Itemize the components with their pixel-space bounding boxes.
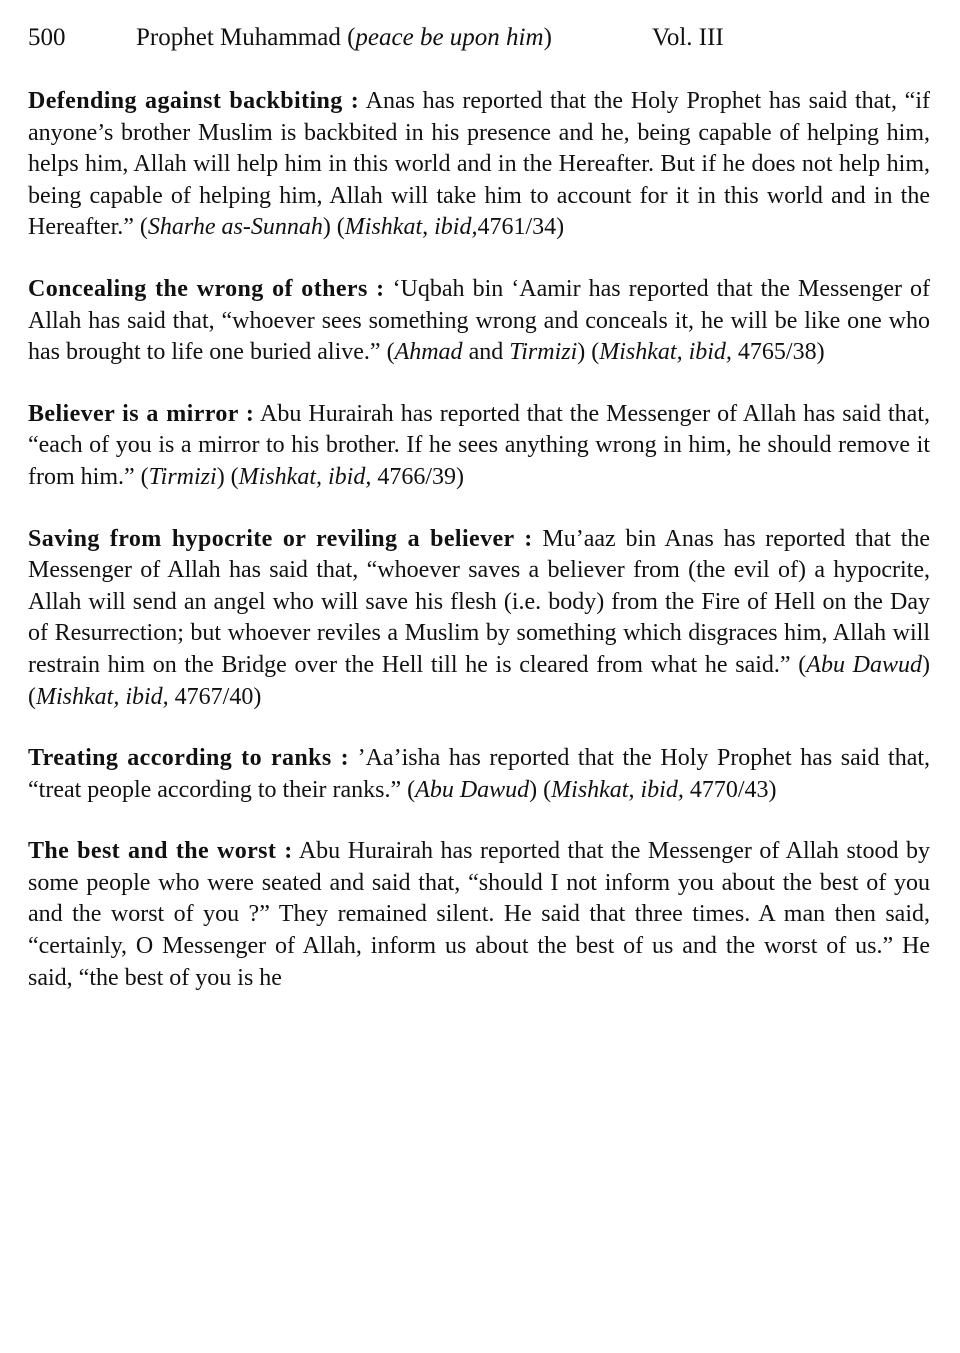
section-heading: Concealing the wrong of others : (28, 275, 385, 302)
volume-label: Vol. III (652, 24, 724, 51)
reference-book: Mishkat, ibid, (551, 776, 684, 803)
section-text: Mu’aaz bin Anas has reported that the Messenger of Allah has said that, “whoever saves a believer from (the evil of) a hypocrite, Allah will send an angel who will save his flesh (i.e. body) from the Fire of Hell on the Day of Resurrection; but whoever reviles a Muslim by something which disgraces him, Allah will restrain him on the Bridge over the Hell till he is cleared from what he said.” (28, 525, 931, 678)
reference-book: Mishkat, ibid, (599, 339, 732, 366)
running-head (28, 20, 928, 56)
book-subtitle: peace be upon him (355, 24, 544, 51)
hadith-source: Tirmizi (509, 339, 578, 366)
section-text: ’Aa’isha has reported that the Holy Prophet has said that, “treat people according to their ranks.” (28, 745, 931, 803)
page-number: 500 (28, 24, 66, 51)
section-defending-backbiting: Defending against backbiting : Anas has reported that the Holy Prophet has said that, “if anyone’s brother Muslim is backbited in his presence and he, being capable of helping him, helps him, Allah will help him in this world and in the Hereafter. But if he does not help him, being capable of helping him, Allah will take him to account for it in this world and in the Hereafter.” (Sharhe as-Sunnah) (Mishkat, ibid,4761/34) (28, 88, 930, 241)
section-saving-from-hypocrite: Saving from hypocrite or reviling a believer : Mu’aaz bin Anas has reported that the Messenger of Allah has said that, “whoever saves a believer from (the evil of) a hypocrite, Allah will send an angel who will save his flesh (i.e. body) from the Fire of Hell on the Day of Resurrection; but whoever reviles a Muslim by something which disgraces him, Allah will restrain him on the Bridge over the Hell till he is cleared from what he said.” (Abu Dawud) (Mishkat, ibid, 4767/40) (28, 525, 931, 710)
hadith-source: Tirmizi (148, 463, 217, 490)
book-title-line: Prophet Muhammad (peace be upon him) (136, 24, 552, 51)
source-joiner: and (468, 339, 504, 366)
section-heading: The best and the worst : (28, 838, 293, 865)
section-best-and-worst (28, 836, 930, 994)
reference-number: 4761/34 (477, 214, 557, 241)
section-text: Abu Hurairah has reported that the Messenger of Allah has said that, “each of you is a mirror to his brother. If he sees anything wrong in him, he should remove it from him.” (28, 400, 930, 490)
reference-book: Mishkat, ibid, (36, 683, 169, 710)
hadith-source: Abu Dawud (806, 651, 922, 678)
page-body (28, 86, 930, 1024)
section-heading: Saving from hypocrite or reviling a believer : (28, 525, 533, 552)
section-text: Anas has reported that the Holy Prophet has said that, “if anyone’s brother Muslim is backbited in his presence and he, being capable of helping him, helps him, Allah will help him in this world and in the Hereafter. But if he does not help him, being capable of helping him, Allah will take him to account for it in this world and in the Hereafter.” (28, 88, 930, 241)
section-text: Abu Hurairah has reported that the Messenger of Allah stood by some people who were seated and said that, “should I not inform you about the best of you and the worst of you ?” They remained silent. He said that three times. A man then said, “certainly, O Messenger of Allah, inform us about the best of us and the worst of us.” He said, “the best of you is he (28, 838, 931, 991)
reference-number: 4767/40 (174, 683, 254, 710)
hadith-source: Ahmad (394, 339, 463, 366)
section-believer-mirror: Believer is a mirror : Abu Hurairah has reported that the Messenger of Allah has said that, “each of you is a mirror to his brother. If he sees anything wrong in him, he should remove it from him.” (Tirmizi) (Mishkat, ibid, 4766/39) (28, 400, 930, 490)
reference-number: 4766/39 (377, 463, 456, 490)
hadith-source: Sharhe as-Sunnah (147, 214, 323, 241)
section-heading: Believer is a mirror : (28, 400, 255, 427)
book-title: Prophet Muhammad (136, 24, 341, 51)
reference-number: 4770/43 (689, 776, 769, 803)
section-text: ‘Uqbah bin ‘Aamir has reported that the Messenger of Allah has said that, “whoever sees something wrong and conceals it, he will be like one who has brought to life one buried alive.” (28, 275, 931, 366)
section-treating-ranks: Treating according to ranks : ’Aa’isha has reported that the Holy Prophet has said that, “treat people according to their ranks.” (Abu Dawud) (Mishkat, ibid, 4770/43) (28, 745, 931, 803)
section-heading: Treating according to ranks : (28, 745, 350, 772)
reference-number: 4765/38 (737, 339, 817, 366)
reference-book: Mishkat, ibid, (344, 214, 478, 241)
reference-book: Mishkat, ibid, (238, 463, 372, 490)
section-heading: Defending against backbiting : (28, 88, 360, 114)
section-concealing-wrong: Concealing the wrong of others : ‘Uqbah bin ‘Aamir has reported that the Messenger of Allah has said that, “whoever sees something wrong and conceals it, he will be like one who has brought to life one buried alive.” (Ahmad and Tirmizi) (Mishkat, ibid, 4765/38) (28, 275, 931, 366)
hadith-source: Abu Dawud (415, 776, 530, 803)
